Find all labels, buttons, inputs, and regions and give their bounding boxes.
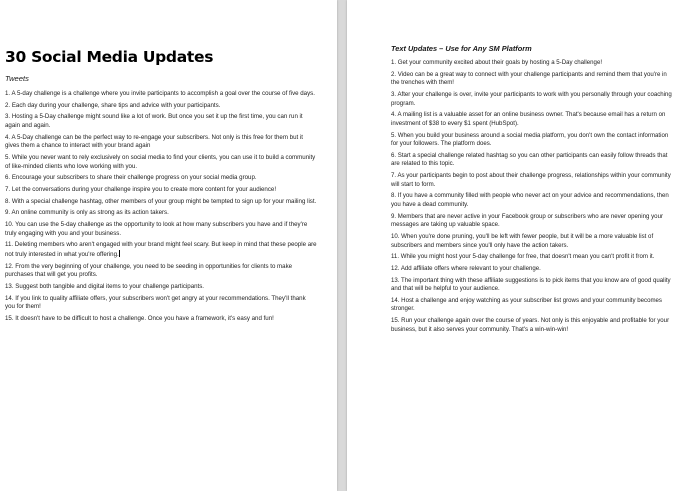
list-item: 14. If you link to quality affiliate offers, your subscribers won't get angry at your recommendations. They'll thank you for them! bbox=[5, 294, 306, 311]
list-item: 13. Suggest both tangible and digital items to your challenge participants. bbox=[5, 282, 205, 290]
list-item: 2. Each day during your challenge, share tips and advice with your participants. bbox=[5, 101, 221, 109]
list-item: 4. A 5-Day challenge can be the perfect way to re-engage your subscribers. Not only is this free for them but it gives them a chance to interact with your brand again bbox=[5, 133, 303, 150]
list-item: 14. Host a challenge and enjoy watching as your subscriber list grows and your community becomes stronger. bbox=[391, 296, 662, 313]
tweet-list bbox=[5, 90, 317, 323]
list-item: 7. As your participants begin to post about their challenge progress, relationships within your community will start to form. bbox=[391, 172, 671, 188]
list-item: 15. It doesn't have to be difficult to host a challenge. Once you have a framework, it's easy and fun! bbox=[5, 314, 274, 322]
document-title: 30 Social Media Updates bbox=[5, 48, 214, 66]
list-item: 6. Encourage your subscribers to share their challenge progress on your social media group. bbox=[5, 174, 257, 182]
list-item: 1. Get your community excited about their goals by hosting a 5-Day challenge! bbox=[391, 59, 603, 66]
list-item: 3. After your challenge is over, invite your participants to work with you personally through your coaching program. bbox=[391, 90, 672, 107]
text-update-list bbox=[391, 59, 672, 334]
list-item: 10. When you're done pruning, you'll be left with fewer people, but it will be a more valuable list of subscribers and members since you'll only have the action takers. bbox=[391, 232, 654, 249]
list-item: 10. You can use the 5-day challenge as the opportunity to look at how many subscribers you have and if they're truly engaging with you and your business. bbox=[5, 220, 308, 237]
list-item: 3. Hosting a 5-Day challenge might sound like a lot of work. But once you set it up the first time, you can run it again and again. bbox=[5, 113, 303, 129]
section-heading-tweets: Tweets bbox=[5, 74, 29, 83]
list-item: 1. A 5-day challenge is a challenge where you invite participants to accomplish a goal over the course of five days. bbox=[5, 90, 315, 97]
list-item: 5. While you never want to rely exclusively on social media to find your clients, you can use it to build a community of like-minded clients who love working with you. bbox=[5, 153, 316, 170]
section-heading-text-updates: Text Updates – Use for Any SM Platform bbox=[391, 44, 532, 53]
document-page-right bbox=[347, 0, 684, 491]
list-item: 9. Members that are never active in your Facebook group or subscribers who are never opening your messages are taking up valuable space. bbox=[391, 212, 663, 229]
list-item-with-cursor[interactable] bbox=[5, 241, 317, 259]
list-item: 8. If you have a community filled with people who never act on your advice and recommendations, then you have a dead community. bbox=[391, 192, 669, 208]
document-page-left bbox=[0, 0, 337, 491]
list-item-text: 11. Deleting members who aren't engaged with your brand might feel scary. But keep in mind that these people are not truly interested in what you're offering. bbox=[5, 241, 317, 258]
list-item: 8. With a special challenge hashtag, other members of your group might be tempted to sign up for your mailing list. bbox=[5, 197, 317, 205]
list-item: 5. When you build your business around a social media platform, you don't own the contact information for your followers. The platform does. bbox=[391, 131, 669, 148]
list-item: 11. While you might host your 5-day challenge for free, that doesn't mean you can't profit it from it. bbox=[391, 253, 655, 261]
list-item: 7. Let the conversations during your challenge inspire you to create more content for your audience! bbox=[5, 185, 277, 193]
list-item: 13. The important thing with these affiliate suggestions is to pick items that you know are of good quality and that will be helpful to your audience. bbox=[391, 276, 671, 293]
list-item: 2. Video can be a great way to connect with your challenge participants and remind them that you're in the trenches with them! bbox=[391, 70, 667, 87]
list-item: 4. A mailing list is a valuable asset for an online business owner. That's because email has a return on investment of $38 to every $1 spent (HubSpot). bbox=[391, 111, 666, 127]
list-item: 15. Run your challenge again over the course of years. Not only is this enjoyable and profitable for your business, but it also serves your community. That's a win-win-win! bbox=[391, 317, 670, 333]
text-cursor bbox=[119, 250, 120, 257]
list-item: 6. Start a special challenge related hashtag so you can other participants can easily follow threads that are related to this topic. bbox=[391, 151, 668, 168]
list-item: 12. From the very beginning of your challenge, you need to be seeding in opportunities for clients to make purchases that will get you profits. bbox=[5, 262, 293, 279]
list-item: 12. Add affiliate offers where relevant to your challenge. bbox=[391, 264, 541, 272]
list-item: 9. An online community is only as strong as its action takers. bbox=[5, 209, 169, 217]
